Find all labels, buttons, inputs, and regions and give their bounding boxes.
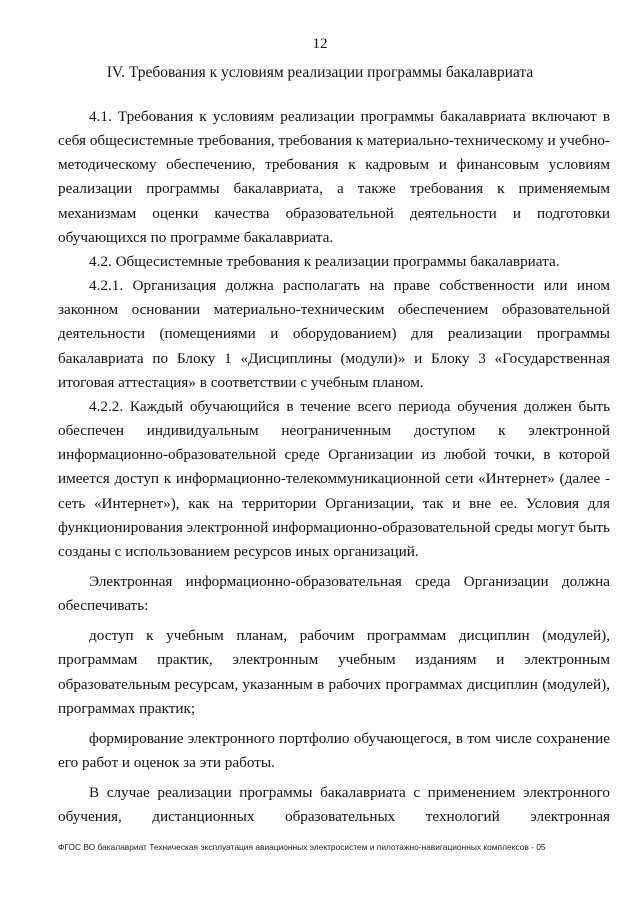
- paragraph-eios-access: доступ к учебным планам, рабочим программам дисциплин (модулей), программам практик, электронным учебным изданиям и электронным образовательным ресурсам, указанным в рабочих программах дисциплин (модулей), программах практик;: [58, 627, 610, 717]
- paragraph-eios-intro: Электронная информационно-образовательная среда Организации должна обеспечивать:: [58, 572, 610, 615]
- page-number: 12: [312, 36, 328, 52]
- paragraph-eios-portfolio: формирование электронного портфолио обучающегося, в том числе сохранение его работ и оценок за эти работы.: [58, 729, 610, 772]
- body-text: [58, 105, 610, 830]
- paragraph-elearning: В случае реализации программы бакалавриата с применением электронного обучения, дистанционных образовательных технологий электронная: [58, 784, 610, 826]
- section-heading: IV. Требования к условиям реализации программы бакалавриата: [106, 64, 534, 81]
- paragraph-4-2: 4.2. Общесистемные требования к реализации программы бакалавриата.: [89, 252, 560, 270]
- page-footer: ФГОС ВО бакалавриат Техническая эксплуатация авиационных электросистем и пилотажно-навигационных комплексов - 05: [58, 842, 546, 852]
- paragraph-4-1: 4.1. Требования к условиям реализации программы бакалавриата включают в себя общесистемные требования, требования к материально-техническому и учебно-методическому обеспечению, требования к кадровым и финансовым условиям реализации программы бакалавриата, а также требования к применяемым механизмам оценки качества образовательной деятельности и подготовки обучающихся по программе бакалавриата.: [58, 108, 610, 246]
- paragraph-4-2-2: 4.2.2. Каждый обучающийся в течение всего периода обучения должен быть обеспечен индивидуальным неограниченным доступом к электронной информационно-образовательной среде Организации из любой точки, в которой имеется доступ к информационно-телекоммуникационной сети «Интернет» (далее - сеть «Интернет»), как на территории Организации, так и вне ее. Условия для функционирования электронной информационно-образовательной среды могут быть созданы с использованием ресурсов иных организаций.: [58, 397, 610, 560]
- paragraph-4-2-1: 4.2.1. Организация должна располагать на праве собственности или ином законном основании материально-техническим обеспечением образовательной деятельности (помещениями и оборудованием) для реализации программы бакалавриата по Блоку 1 «Дисциплины (модули)» и Блоку 3 «Государственная итоговая аттестация» в соответствии с учебным планом.: [58, 277, 610, 391]
